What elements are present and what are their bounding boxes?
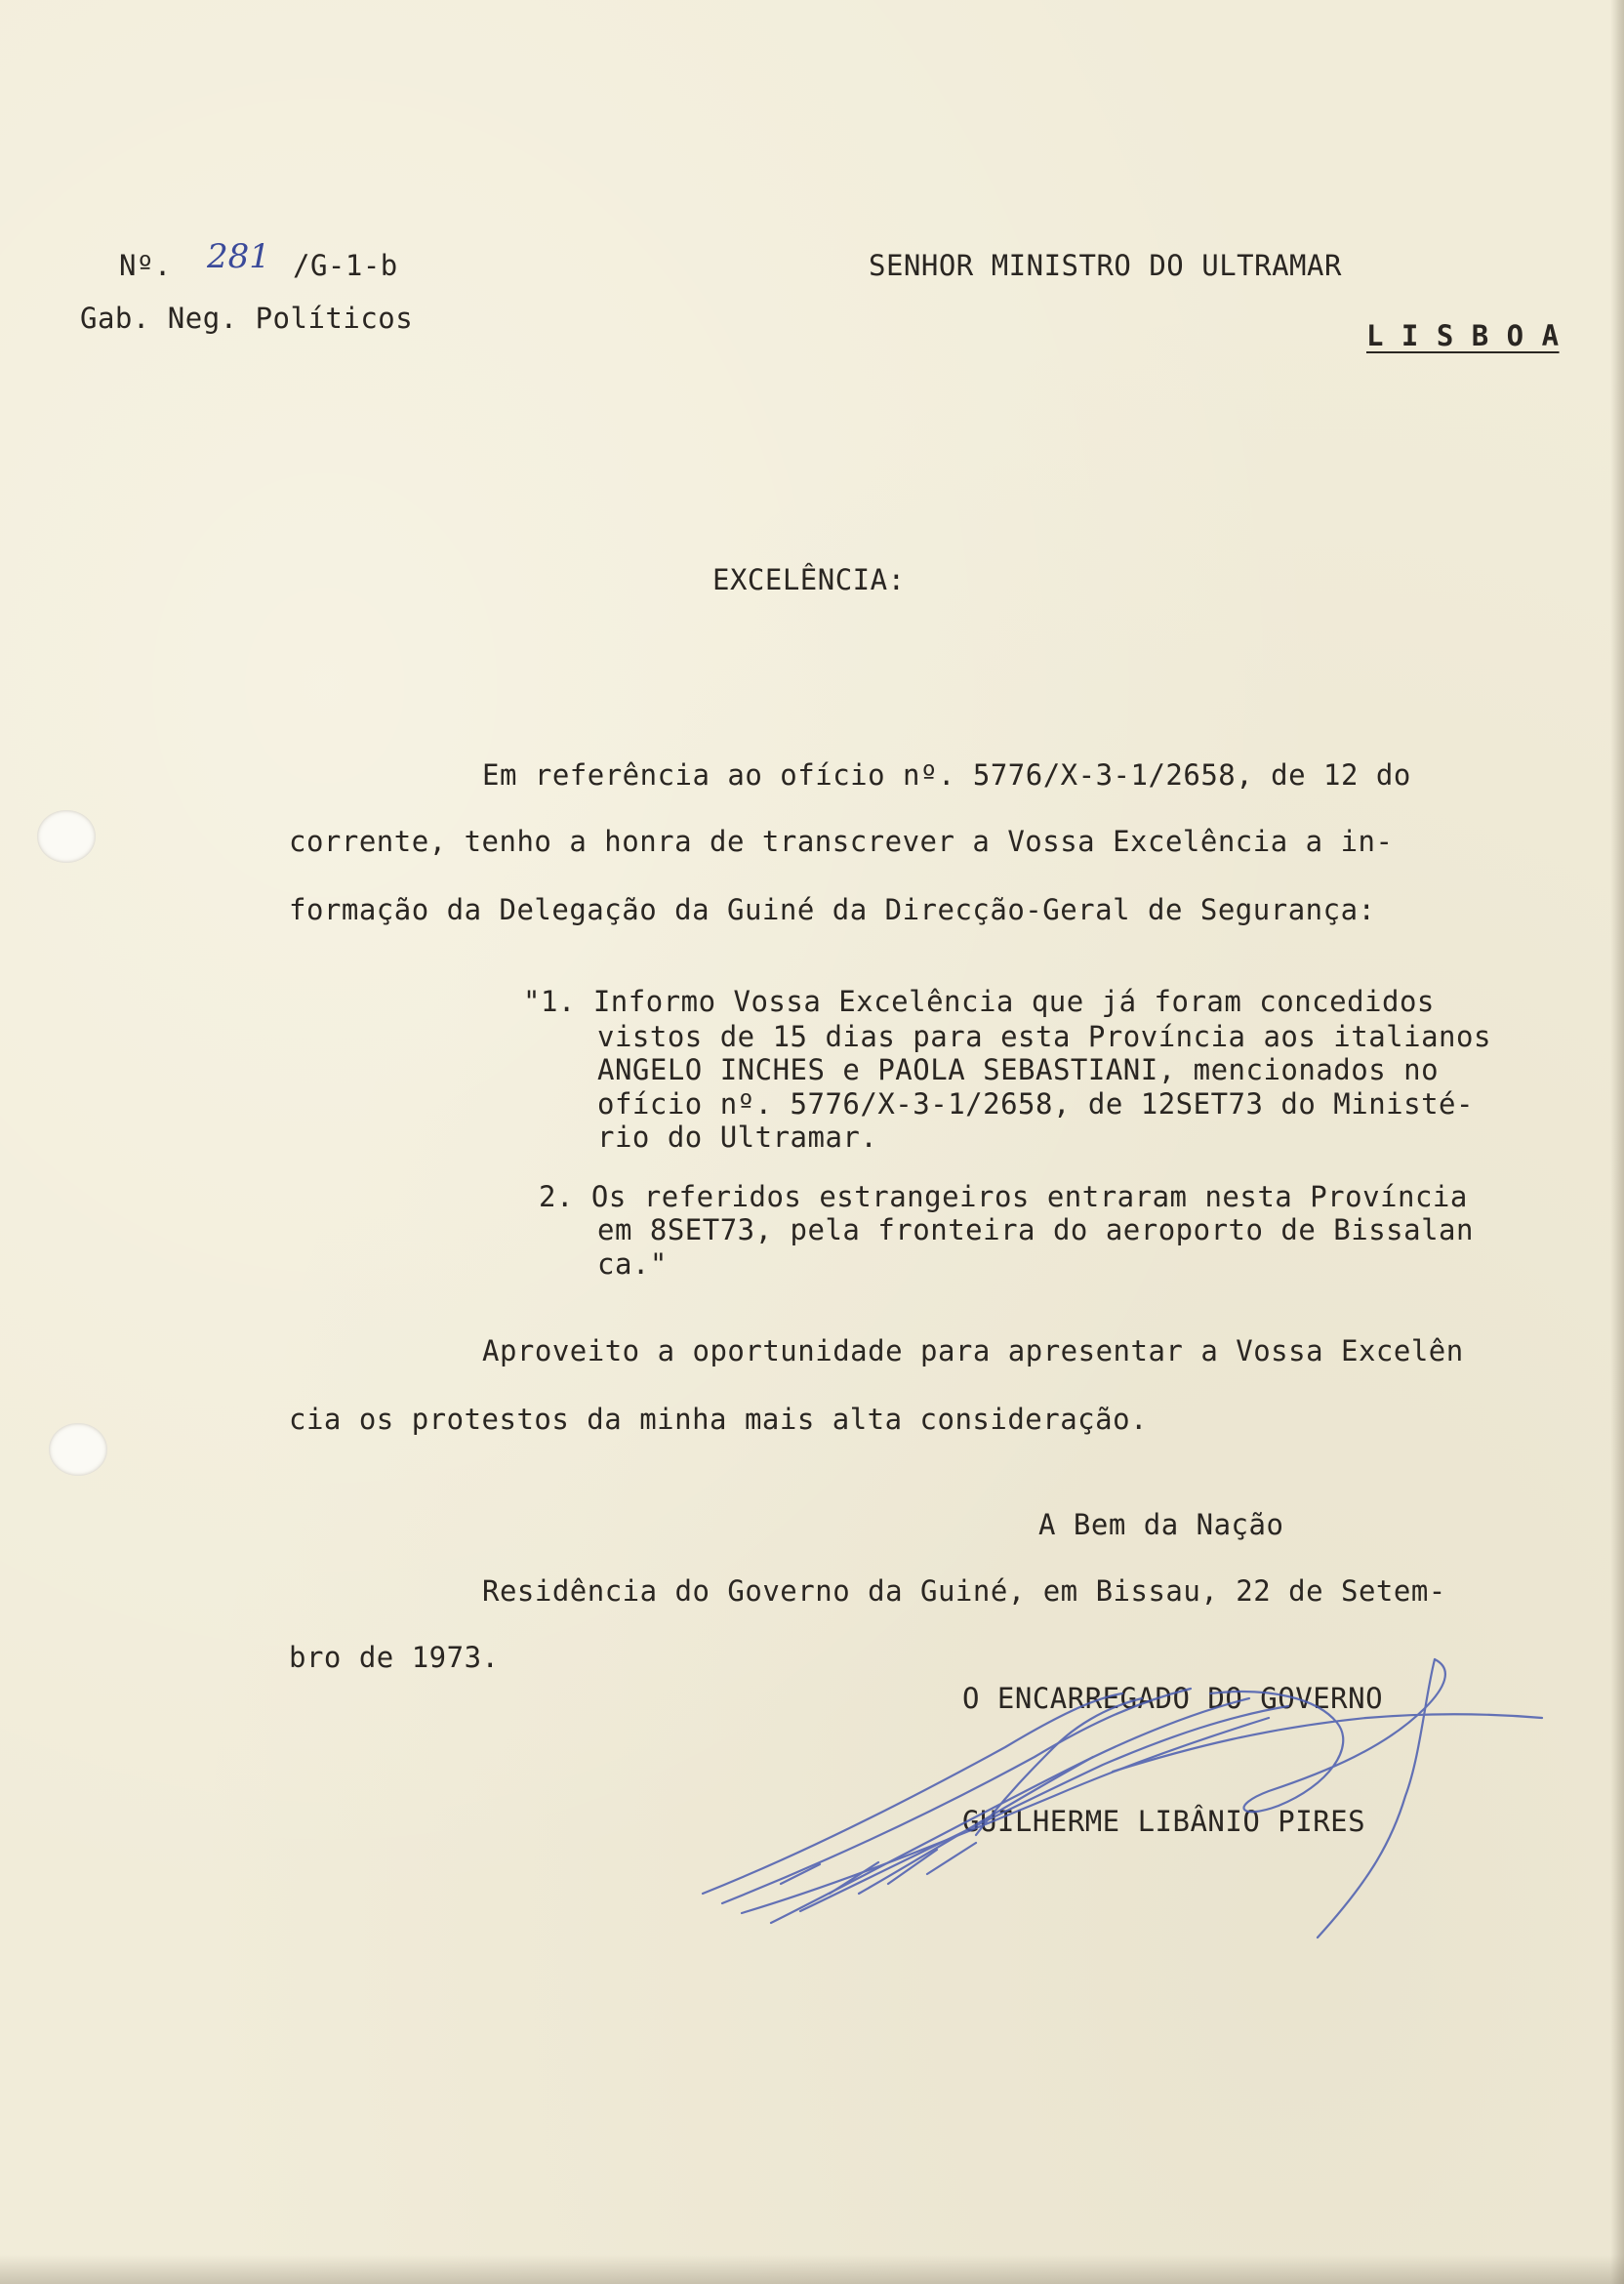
quote-item-1-line-2: vistos de 15 dias para esta Província aos italianos — [597, 1020, 1491, 1053]
page-bottom-shadow — [0, 2255, 1624, 2284]
quote-item-2-line-1: 2. Os referidos estrangeiros entraram nesta Província — [539, 1180, 1468, 1213]
body-line-3: formação da Delegação da Guiné da Direcção-Geral de Segurança: — [289, 893, 1376, 926]
quote-item-1-line-5: rio do Ultramar. — [597, 1121, 878, 1154]
quote-item-2-line-2: em 8SET73, pela fronteira do aeroporto de Bissalan — [597, 1213, 1474, 1246]
closing-motto: A Bem da Nação — [1038, 1508, 1284, 1541]
place-date-line-1: Residência do Governo da Guiné, em Bissau, 22 de Setem- — [482, 1574, 1446, 1608]
addressee-city: L I S B O A — [1366, 319, 1560, 352]
handwritten-signature — [683, 1601, 1562, 1952]
quote-item-1-line-1: "1. Informo Vossa Excelência que já foram concedidos — [523, 985, 1435, 1018]
reference-number-handwritten: 281 — [207, 237, 270, 276]
punch-hole-bottom — [49, 1423, 107, 1476]
page-edge-shadow — [1610, 0, 1624, 2284]
reference-prefix: Nº. — [119, 249, 172, 282]
punch-hole-top — [37, 810, 96, 863]
quote-item-1-line-4: ofício nº. 5776/X-3-1/2658, de 12SET73 do Ministé- — [597, 1087, 1474, 1121]
body-line-1: Em referência ao ofício nº. 5776/X-3-1/2658, de 12 do — [482, 758, 1411, 792]
reference-suffix: /G-1-b — [293, 249, 398, 282]
salutation: EXCELÊNCIA: — [712, 563, 906, 596]
body-line-2: corrente, tenho a honra de transcrever a Vossa Excelência a in- — [289, 825, 1394, 858]
addressee: SENHOR MINISTRO DO ULTRAMAR — [869, 249, 1342, 282]
closing-line-2: cia os protestos da minha mais alta consideração. — [289, 1403, 1149, 1436]
signatory-name: GUILHERME LIBÂNIO PIRES — [962, 1805, 1366, 1838]
quote-item-1-line-3: ANGELO INCHES e PAOLA SEBASTIANI, mencionados no — [597, 1053, 1440, 1086]
place-date-line-2: bro de 1973. — [289, 1641, 500, 1674]
quote-item-2-line-3: ca." — [597, 1247, 668, 1281]
closing-line-1: Aproveito a oportunidade para apresentar a Vossa Excelên — [482, 1334, 1464, 1367]
signatory-title: O ENCARREGADO DO GOVERNO — [962, 1682, 1384, 1715]
department-label: Gab. Neg. Políticos — [80, 302, 414, 335]
